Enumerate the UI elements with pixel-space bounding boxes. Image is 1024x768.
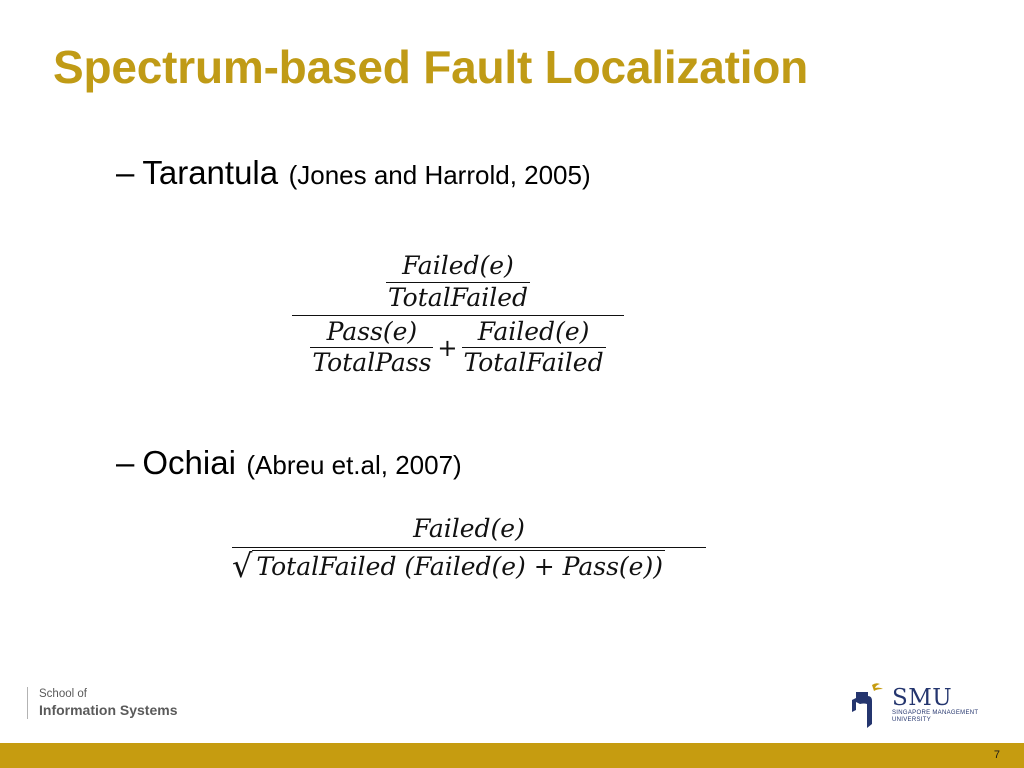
slide-title: Spectrum-based Fault Localization [53, 41, 809, 93]
smu-logo-sub-2: UNIVERSITY [892, 717, 932, 723]
failed-fraction [462, 318, 606, 379]
tarantula-denominator [310, 318, 605, 379]
plus-sign: + [437, 333, 458, 362]
school-label [27, 687, 177, 719]
pass-fraction [310, 318, 433, 379]
tarantula-formula [292, 252, 624, 378]
formula-term: TotalPass [312, 348, 432, 378]
bullet-tarantula [116, 154, 591, 192]
smu-logo-name: SMU [892, 685, 953, 711]
bullet-ochiai [116, 444, 462, 482]
formula-term: Failed(e) [402, 251, 514, 280]
bottom-bar [0, 743, 1024, 768]
formula-term: TotalFailed [387, 282, 529, 312]
ochiai-formula [232, 514, 706, 585]
bullet-dash: – [116, 154, 135, 191]
ochiai-denominator [232, 547, 706, 585]
smu-emblem-icon [850, 682, 886, 728]
ochiai-numerator: Failed(e) [413, 514, 525, 543]
smu-logo [850, 682, 978, 728]
tarantula-numerator-fraction [386, 252, 530, 313]
smu-logo-sub-1: SINGAPORE MANAGEMENT [892, 710, 979, 716]
page-number: 7 [993, 749, 1000, 761]
school-label-line2: Information Systems [39, 702, 178, 718]
square-root-icon: √ [232, 547, 253, 585]
ochiai-radicand: TotalFailed (Failed(e) + Pass(e)) [252, 550, 665, 582]
main-fraction-bar [232, 547, 706, 548]
school-label-line1: School of [39, 688, 87, 700]
bullet-name: Tarantula [142, 154, 279, 191]
bullet-name: Ochiai [142, 444, 236, 481]
formula-term: Failed(e) [477, 316, 590, 346]
bullet-dash: – [116, 444, 135, 481]
bullet-citation: (Abreu et.al, 2007) [246, 450, 462, 480]
formula-term: TotalFailed [463, 348, 604, 378]
bullet-citation: (Jones and Harrold, 2005) [288, 160, 591, 190]
formula-term: Pass(e) [326, 316, 418, 346]
smu-logo-text [892, 686, 978, 724]
main-fraction-bar [292, 315, 624, 316]
